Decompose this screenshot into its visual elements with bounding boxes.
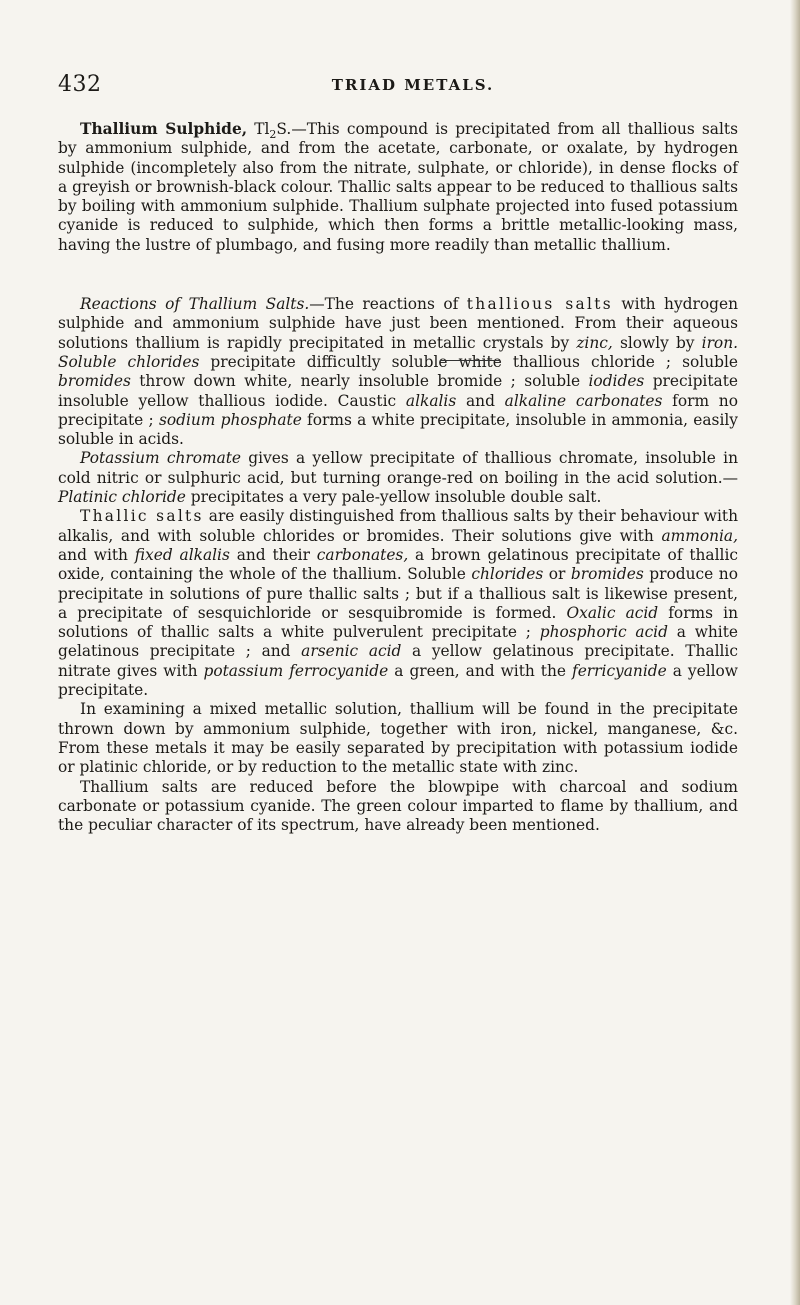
paragraph-thallic-salts: Thallic salts are easily distinguished from thallious salts by their behaviour with alkalis, and with soluble chlorides or bromides. Their solutions give with ammonia, and with fixed alkalis and their carbonates, a brown gelatinous precipitate of thallic oxide, containing the whole of the thallium. Soluble chlorides or bromides produce no precipitate in solutions of pure thallic salts ; but if a thallious salt is likewise present, a precipitate of sesquichloride or sesquibromide is formed. Oxalic acid forms in solutions of thallic salts a white pulverulent precipitate ; phosphoric acid a white gelatinous precipitate ; and arsenic acid a yellow gelatinous precipitate. Thallic nitrate gives with potassium ferrocyanide a green, and with the ferricyanide a yellow precipitate.: [58, 507, 739, 700]
section-divider: [440, 360, 500, 361]
page-edge-shadow: [790, 0, 800, 1305]
paragraph-blowpipe: Thallium salts are reduced before the blowpipe with charcoal and sodium carbonate or potassium cyanide. The green colour imparted to flame by thallium, and the peculiar character of its spectrum, have already been mentioned.: [58, 777, 738, 835]
page-number: 432: [58, 72, 102, 97]
page-header: [58, 72, 738, 102]
running-title: TRIAD METALS.: [331, 76, 495, 94]
paragraph-mixed-solution: In examining a mixed metallic solution, thallium will be found in the precipitate thrown down by ammonium sulphide, together with iron, nickel, manganese, &c. From these metals it may be easily separated by precipitation with potassium iodide or platinic chloride, or by reduction to the metallic state with zinc.: [58, 700, 738, 777]
paragraph-reactions: Reactions of Thallium Salts.—The reactions of thallious salts with hydrogen sulphide and ammonium sulphide have just been mentioned. From their aqueous solutions thallium is rapidly precipitated in metallic crystals by zinc, slowly by iron. Soluble chlorides precipitate difficultly soluble white thallious chloride ; soluble bromides throw down white, nearly insoluble bromide ; soluble iodides precipitate insoluble yellow thallious iodide. Caustic alkalis and alkaline carbonates form no precipitate ; sodium phosphate forms a white precipitate, insoluble in ammonia, easily soluble in acids.: [58, 295, 739, 449]
page-body: [58, 120, 738, 835]
section-heading: Reactions of Thallium Salts.: [80, 295, 310, 314]
paragraph-thallium-sulphide: Thallium Sulphide, $Tl_2S.—This$ compound is precipitated from all thallious salts by ammonium sulphide, and from the acetate, carbonate, or oxalate, by hydrogen sulphide (incompletely also from the nitrate, sulphate, or chloride), in dense flocks of a greyish or brownish-black colour. Thallic salts appear to be reduced to thallious salts by boiling with ammonium sulphide. Thallium sulphate projected into fused potassium cyanide is reduced to sulphide, which then forms a brittle metallic-looking mass, having the lustre of plumbago, and fusing more readily than metallic thallium.: [58, 120, 738, 254]
paragraph-potassium-chromate: Potassium chromate gives a yellow precipitate of thallious chromate, insoluble in cold nitric or sulphuric acid, but turning orange-red on boiling in the acid solution.—Platinic chloride precipitates a very pale-yellow insoluble double salt.: [58, 449, 738, 507]
section-term: Thallium Sulphide,: [80, 120, 248, 138]
